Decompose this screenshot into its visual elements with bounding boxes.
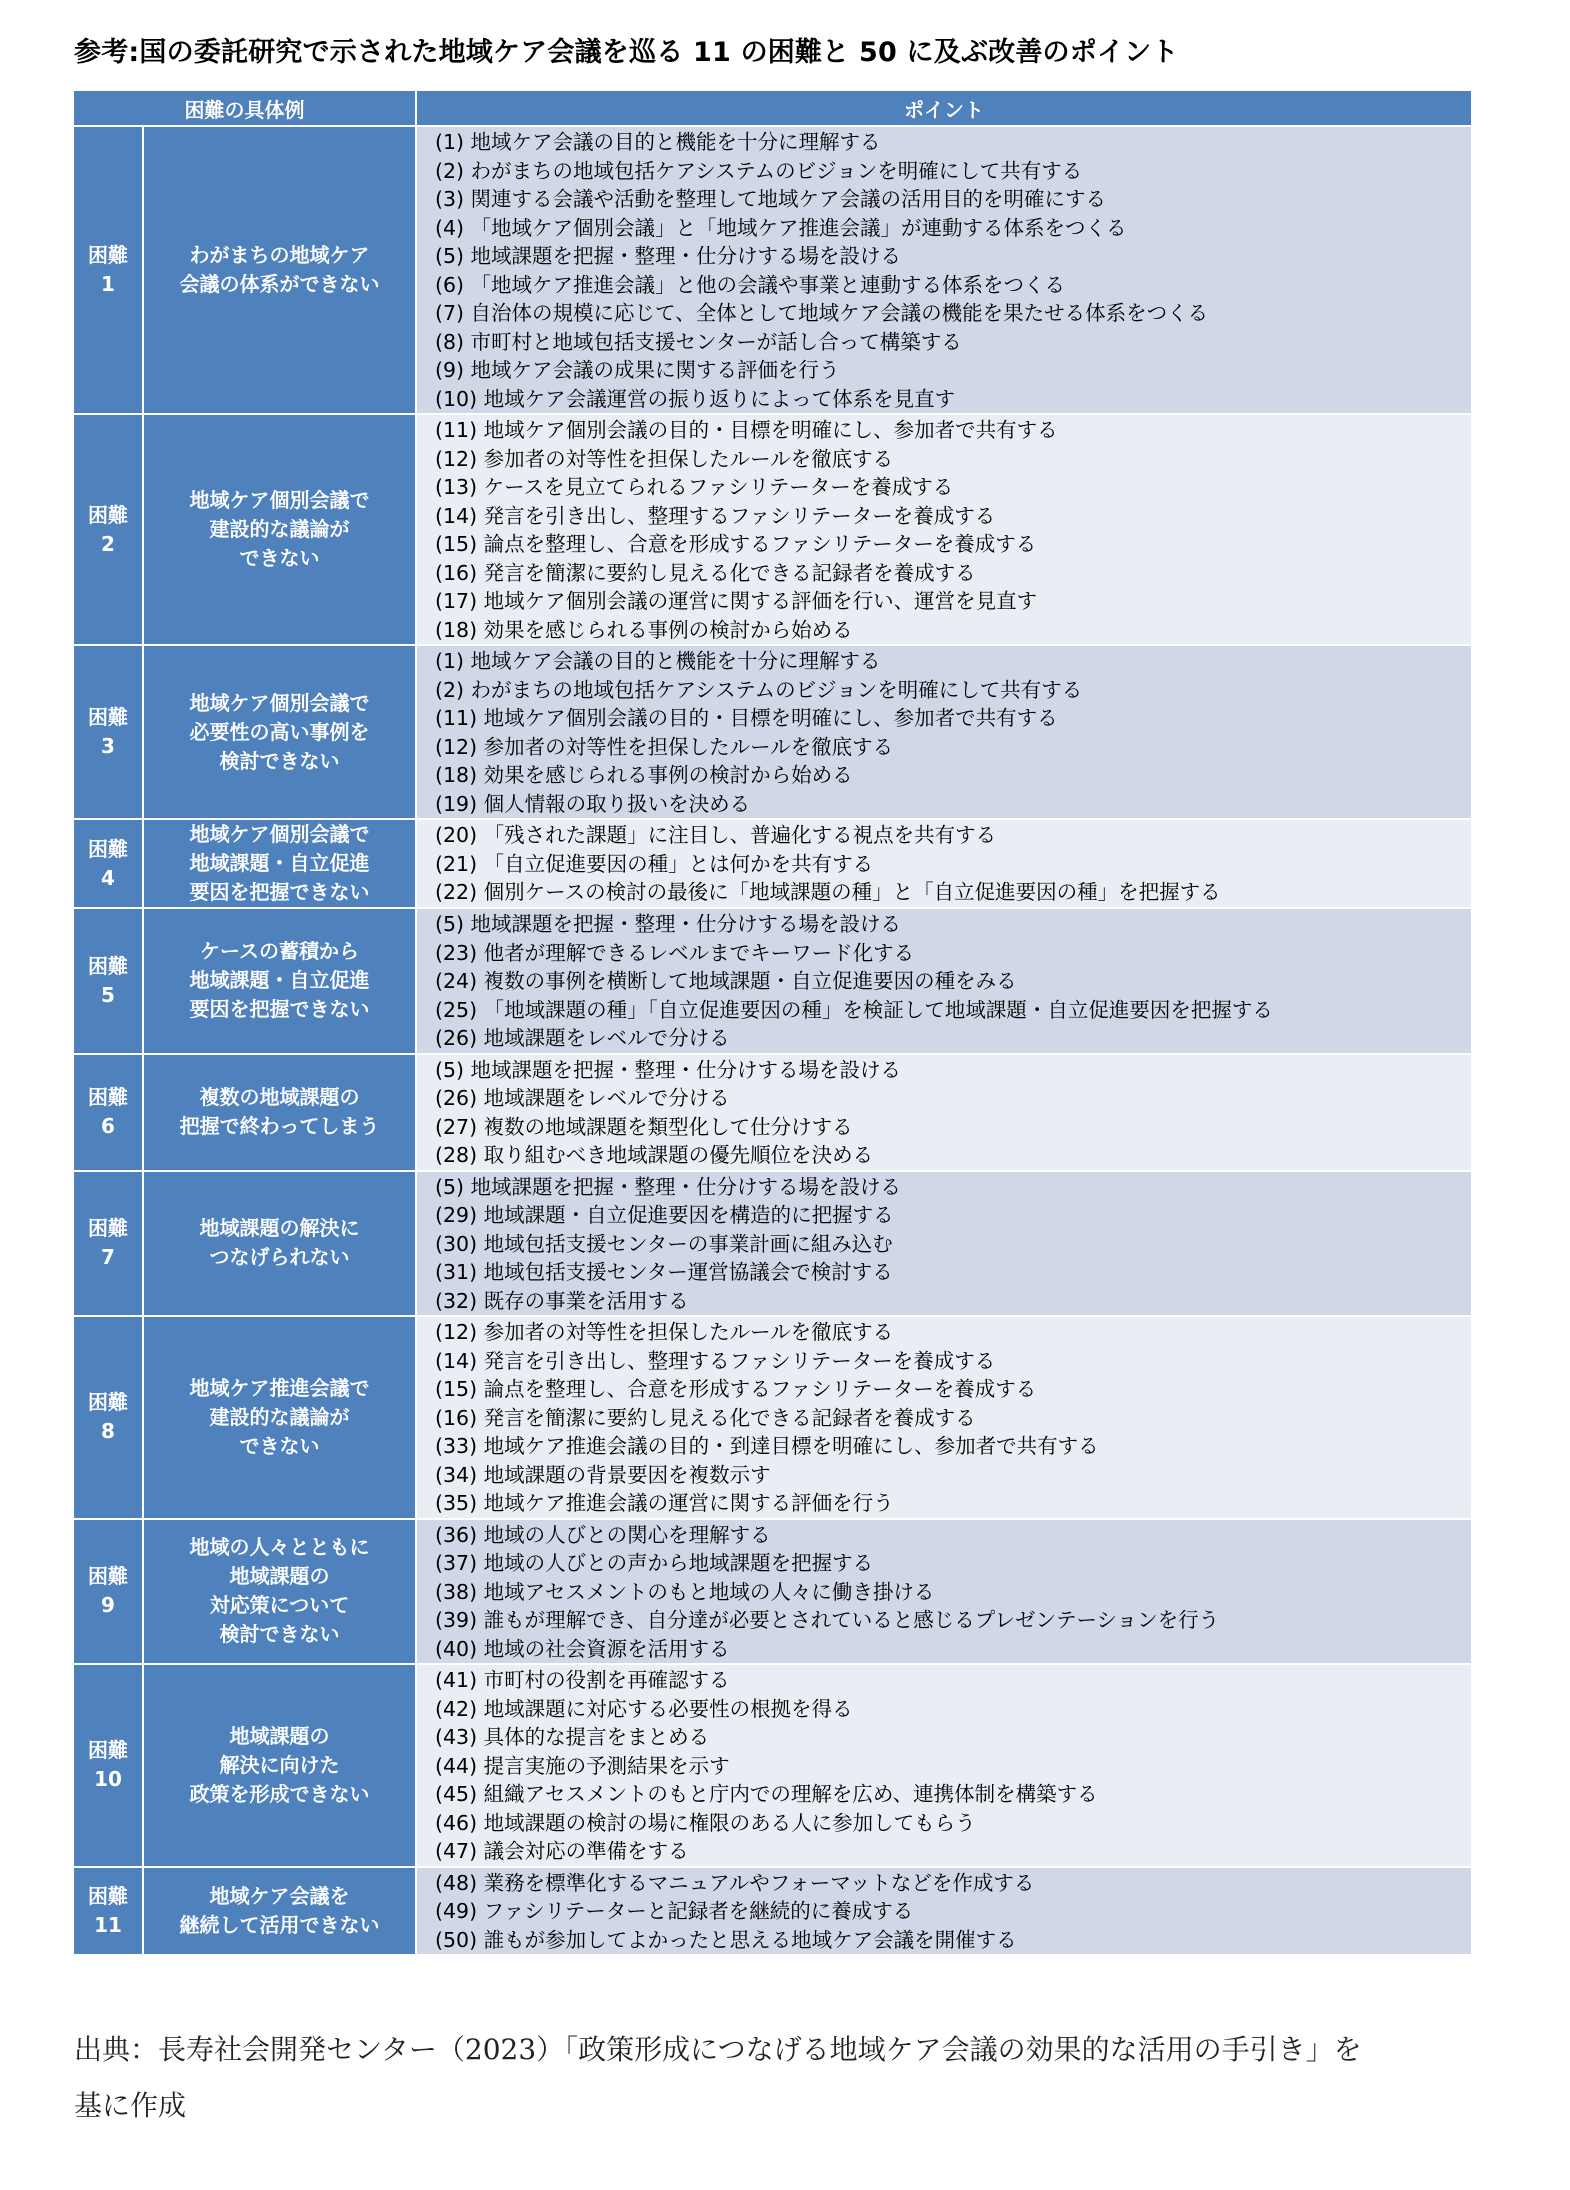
point-item: (26) 地域課題をレベルで分ける bbox=[435, 1026, 730, 1050]
point-item: (8) 市町村と地域包括支援センターが話し合って構築する bbox=[435, 329, 962, 354]
point-item: (5) 地域課題を把握・整理・仕分けする場を設ける bbox=[435, 1174, 902, 1199]
point-item: (12) 参加者の対等性を担保したルールを徹底する bbox=[435, 446, 894, 471]
source-line-1: 出典：長寿社会開発センター（2023）「政策形成につなげる地域ケア会議の効果的な活用の手引き」を bbox=[74, 2033, 1362, 2066]
table-row bbox=[74, 1663, 1471, 1866]
point-item: (42) 地域課題に対応する必要性の根拠を得る bbox=[435, 1696, 853, 1721]
difficulty-number-cell bbox=[74, 1055, 144, 1170]
header-difficulty: 困難の具体例 bbox=[74, 91, 417, 125]
difficulty-number-cell bbox=[74, 127, 144, 413]
point-item: (35) 地域ケア推進会議の運営に関する評価を行う bbox=[435, 1491, 894, 1515]
table-row bbox=[74, 907, 1471, 1053]
difficulty-description: 地域ケア個別会議で 地域課題・自立促進 要因を把握できない bbox=[144, 820, 417, 907]
point-item: (30) 地域包括支援センターの事業計画に組み込む bbox=[435, 1231, 893, 1256]
point-item: (11) 地域ケア個別会議の目的・目標を明確にし、参加者で共有する bbox=[435, 418, 1058, 442]
point-item: (16) 発言を簡潔に要約し見える化できる記録者を養成する bbox=[435, 560, 976, 585]
point-item: (7) 自治体の規模に応じて、全体として地域ケア会議の機能を果たせる体系をつくる bbox=[435, 301, 1209, 325]
difficulty-description: わがまちの地域ケア 会議の体系ができない bbox=[144, 127, 417, 413]
point-item: (11) 地域ケア個別会議の目的・目標を明確にし、参加者で共有する bbox=[435, 706, 1058, 730]
difficulty-number: 4 bbox=[101, 865, 115, 890]
difficulty-number: 10 bbox=[94, 1767, 122, 1792]
difficulty-label: 困難 bbox=[88, 1085, 128, 1109]
point-item: (26) 地域課題をレベルで分ける bbox=[435, 1086, 730, 1110]
point-item: (25) 「地域課題の種」「自立促進要因の種」を検証して地域課題・自立促進要因を把握する bbox=[435, 997, 1273, 1022]
points-cell bbox=[417, 1520, 1471, 1664]
point-item: (47) 議会対応の準備をする bbox=[435, 1839, 689, 1863]
points-cell bbox=[417, 415, 1471, 644]
header-points: ポイント bbox=[417, 91, 1471, 125]
point-item: (24) 複数の事例を横断して地域課題・自立促進要因の種をみる bbox=[435, 969, 1017, 993]
point-item: (44) 提言実施の予測結果を示す bbox=[435, 1753, 730, 1778]
point-item: (1) 地域ケア会議の目的と機能を十分に理解する bbox=[435, 130, 881, 154]
point-item: (46) 地域課題の検討の場に権限のある人に参加してもらう bbox=[435, 1810, 976, 1835]
table-header bbox=[74, 91, 1471, 125]
difficulty-label: 困難 bbox=[88, 1564, 128, 1589]
difficulty-number-cell bbox=[74, 1665, 144, 1866]
point-item: (15) 論点を整理し、合意を形成するファシリテーターを養成する bbox=[435, 1377, 1037, 1401]
point-item: (4) 「地域ケア個別会議」と「地域ケア推進会議」が連動する体系をつくる bbox=[435, 215, 1127, 240]
point-item: (9) 地域ケア会議の成果に関する評価を行う bbox=[435, 358, 840, 382]
point-item: (50) 誰もが参加してよかったと思える地域ケア会議を開催する bbox=[435, 1927, 1017, 1952]
difficulty-number: 7 bbox=[101, 1245, 115, 1270]
point-item: (32) 既存の事業を活用する bbox=[435, 1288, 689, 1313]
difficulty-number-cell bbox=[74, 820, 144, 907]
points-cell bbox=[417, 909, 1471, 1053]
points-cell bbox=[417, 1172, 1471, 1316]
point-item: (45) 組織アセスメントのもと庁内での理解を広め、連携体制を構築する bbox=[435, 1782, 1098, 1806]
table-row bbox=[74, 1170, 1471, 1316]
point-item: (16) 発言を簡潔に要約し見える化できる記録者を養成する bbox=[435, 1405, 976, 1430]
difficulty-description: 地域課題の 解決に向けた 政策を形成できない bbox=[144, 1665, 417, 1866]
point-item: (12) 参加者の対等性を担保したルールを徹底する bbox=[435, 734, 894, 759]
table-row bbox=[74, 1518, 1471, 1664]
point-item: (3) 関連する会議や活動を整理して地域ケア会議の活用目的を明確にする bbox=[435, 187, 1107, 211]
point-item: (19) 個人情報の取り扱いを決める bbox=[435, 791, 751, 816]
point-item: (41) 市町村の役割を再確認する bbox=[435, 1668, 730, 1692]
point-item: (48) 業務を標準化するマニュアルやフォーマットなどを作成する bbox=[435, 1870, 1035, 1895]
difficulty-number: 5 bbox=[101, 982, 115, 1007]
difficulty-number-cell bbox=[74, 1317, 144, 1518]
table-row bbox=[74, 125, 1471, 413]
difficulty-number: 2 bbox=[101, 531, 115, 556]
table-row bbox=[74, 644, 1471, 818]
table-row bbox=[74, 818, 1471, 907]
difficulty-description: 地域ケア個別会議で 必要性の高い事例を 検討できない bbox=[144, 646, 417, 818]
difficulty-number-cell bbox=[74, 909, 144, 1053]
point-item: (2) わがまちの地域包括ケアシステムのビジョンを明確にして共有する bbox=[435, 677, 1083, 702]
point-item: (1) 地域ケア会議の目的と機能を十分に理解する bbox=[435, 649, 881, 673]
point-item: (5) 地域課題を把握・整理・仕分けする場を設ける bbox=[435, 912, 902, 936]
source-line-2: 基に作成 bbox=[74, 2089, 187, 2122]
difficulty-label: 困難 bbox=[88, 502, 128, 527]
table-row bbox=[74, 1315, 1471, 1518]
difficulty-label: 困難 bbox=[88, 1216, 128, 1241]
difficulty-number-cell bbox=[74, 1868, 144, 1955]
point-item: (21) 「自立促進要因の種」とは何かを共有する bbox=[435, 851, 874, 876]
difficulty-label: 困難 bbox=[88, 1883, 128, 1908]
point-item: (43) 具体的な提言をまとめる bbox=[435, 1725, 710, 1749]
points-cell bbox=[417, 1868, 1471, 1955]
points-cell bbox=[417, 820, 1471, 907]
point-item: (14) 発言を引き出し、整理するファシリテーターを養成する bbox=[435, 503, 996, 528]
point-item: (6) 「地域ケア推進会議」と他の会議や事業と連動する体系をつくる bbox=[435, 272, 1066, 297]
points-cell bbox=[417, 1665, 1471, 1866]
difficulty-table bbox=[74, 91, 1471, 1954]
point-item: (18) 効果を感じられる事例の検討から始める bbox=[435, 763, 853, 787]
difficulty-number-cell bbox=[74, 415, 144, 644]
points-cell bbox=[417, 1055, 1471, 1170]
difficulty-label: 困難 bbox=[88, 1390, 128, 1415]
difficulty-number-cell bbox=[74, 1172, 144, 1316]
difficulty-label: 困難 bbox=[88, 243, 128, 267]
table-row bbox=[74, 413, 1471, 644]
point-item: (10) 地域ケア会議運営の振り返りによって体系を見直す bbox=[435, 386, 956, 411]
table-row bbox=[74, 1866, 1471, 1955]
difficulty-description: 地域ケア推進会議で 建設的な議論が できない bbox=[144, 1317, 417, 1518]
table-row bbox=[74, 1053, 1471, 1170]
point-item: (12) 参加者の対等性を担保したルールを徹底する bbox=[435, 1320, 894, 1344]
point-item: (39) 誰もが理解でき、自分達が必要とされていると感じるプレゼンテーションを行う bbox=[435, 1608, 1220, 1632]
difficulty-description: 複数の地域課題の 把握で終わってしまう bbox=[144, 1055, 417, 1170]
page-title: 参考:国の委託研究で示された地域ケア会議を巡る 11 の困難と 50 に及ぶ改善のポイント bbox=[74, 37, 1179, 68]
point-item: (29) 地域課題・自立促進要因を構造的に把握する bbox=[435, 1203, 894, 1227]
point-item: (13) ケースを見立てられるファシリテーターを養成する bbox=[435, 475, 954, 499]
point-item: (49) ファシリテーターと記録者を継続的に養成する bbox=[435, 1899, 914, 1923]
points-cell bbox=[417, 1317, 1471, 1518]
point-item: (28) 取り組むべき地域課題の優先順位を決める bbox=[435, 1143, 874, 1167]
difficulty-label: 困難 bbox=[88, 953, 128, 978]
point-item: (14) 発言を引き出し、整理するファシリテーターを養成する bbox=[435, 1348, 996, 1373]
point-item: (27) 複数の地域課題を類型化して仕分けする bbox=[435, 1114, 853, 1139]
point-item: (23) 他者が理解できるレベルまでキーワード化する bbox=[435, 940, 915, 965]
point-item: (33) 地域ケア推進会議の目的・到達目標を明確にし、参加者で共有する bbox=[435, 1434, 1099, 1458]
point-item: (17) 地域ケア個別会議の運営に関する評価を行い、運営を見直す bbox=[435, 589, 1038, 613]
point-item: (38) 地域アセスメントのもと地域の人々に働き掛ける bbox=[435, 1579, 935, 1604]
difficulty-number-cell bbox=[74, 646, 144, 818]
point-item: (2) わがまちの地域包括ケアシステムのビジョンを明確にして共有する bbox=[435, 158, 1083, 183]
difficulty-description: 地域課題の解決に つなげられない bbox=[144, 1172, 417, 1316]
difficulty-number: 1 bbox=[101, 272, 115, 296]
difficulty-description: 地域ケア個別会議で 建設的な議論が できない bbox=[144, 415, 417, 644]
difficulty-number: 11 bbox=[94, 1912, 122, 1937]
difficulty-label: 困難 bbox=[88, 836, 128, 861]
point-item: (37) 地域の人びとの声から地域課題を把握する bbox=[435, 1551, 874, 1575]
difficulty-number: 9 bbox=[101, 1593, 115, 1618]
source-citation bbox=[74, 2022, 1534, 2134]
difficulty-label: 困難 bbox=[88, 705, 128, 729]
difficulty-description: 地域の人々とともに 地域課題の 対応策について 検討できない bbox=[144, 1520, 417, 1664]
difficulty-number: 8 bbox=[101, 1419, 115, 1444]
point-item: (36) 地域の人びとの関心を理解する bbox=[435, 1522, 771, 1547]
point-item: (18) 効果を感じられる事例の検討から始める bbox=[435, 617, 853, 642]
point-item: (22) 個別ケースの検討の最後に「地域課題の種」と「自立促進要因の種」を把握する bbox=[435, 880, 1221, 904]
difficulty-number: 3 bbox=[101, 734, 115, 758]
point-item: (5) 地域課題を把握・整理・仕分けする場を設ける bbox=[435, 1057, 902, 1082]
difficulty-number: 6 bbox=[101, 1114, 115, 1138]
point-item: (20) 「残された課題」に注目し、普遍化する視点を共有する bbox=[435, 823, 997, 847]
difficulty-label: 困難 bbox=[88, 1738, 128, 1763]
points-cell bbox=[417, 127, 1471, 413]
point-item: (40) 地域の社会資源を活用する bbox=[435, 1636, 730, 1661]
difficulty-description: ケースの蓄積から 地域課題・自立促進 要因を把握できない bbox=[144, 909, 417, 1053]
point-item: (31) 地域包括支援センター運営協議会で検討する bbox=[435, 1260, 893, 1284]
point-item: (5) 地域課題を把握・整理・仕分けする場を設ける bbox=[435, 244, 902, 268]
point-item: (15) 論点を整理し、合意を形成するファシリテーターを養成する bbox=[435, 532, 1037, 556]
points-cell bbox=[417, 646, 1471, 818]
difficulty-description: 地域ケア会議を 継続して活用できない bbox=[144, 1868, 417, 1955]
difficulty-number-cell bbox=[74, 1520, 144, 1664]
table-body bbox=[74, 125, 1471, 1954]
point-item: (34) 地域課題の背景要因を複数示す bbox=[435, 1462, 771, 1487]
